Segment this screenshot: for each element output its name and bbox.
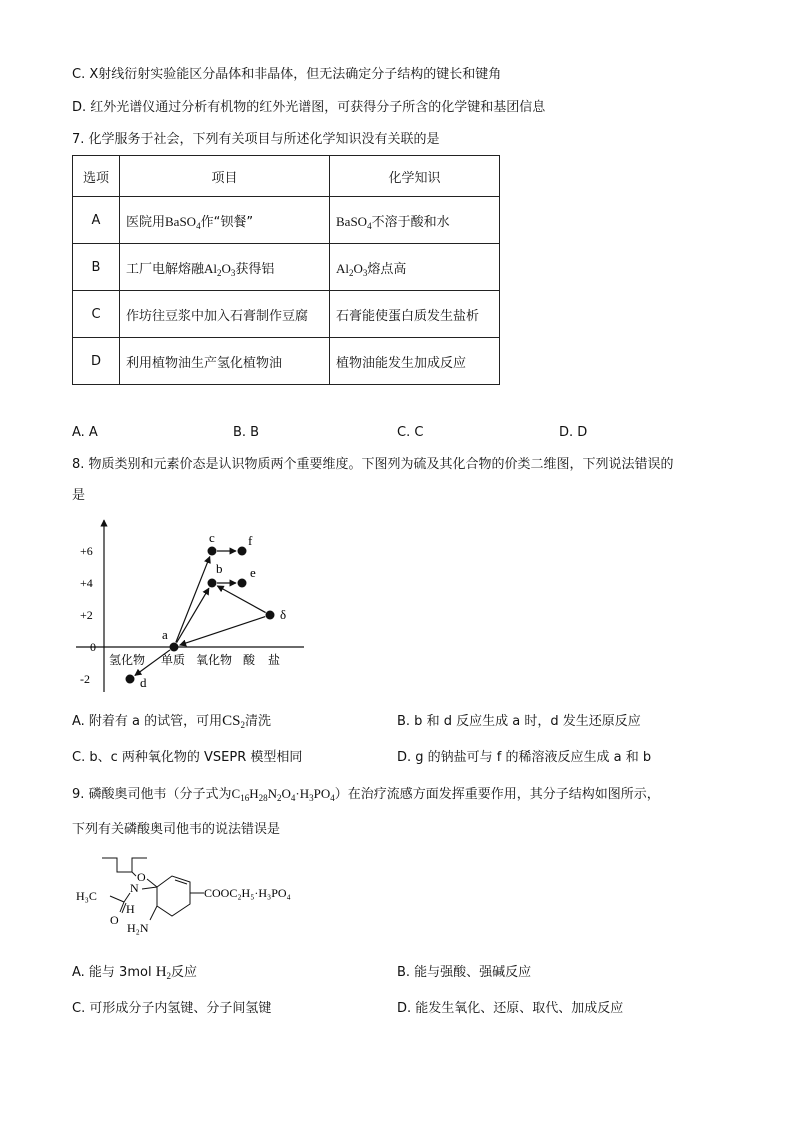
point-label: c [209,530,215,545]
x-category-label: 酸 [242,653,256,667]
x-category-label: 氢化物 [108,653,146,667]
x-category-label: 氧化物 [195,653,233,667]
x-category-label: 单质 [160,653,186,667]
q9-option-b[interactable]: B. 能与强酸、强碱反应 [397,965,532,980]
carbonyl-o: O [110,913,119,927]
row-option: D [73,338,120,385]
valence-class-chart [72,512,322,697]
header-option: 选项 [73,156,120,197]
point-label: a [162,627,168,642]
q9-option-a[interactable]: A. 能与 3mol $H_2$反应 [72,964,198,981]
table-row [73,197,500,244]
point-c [208,547,217,556]
x-category-label: 盐 [267,653,281,667]
row-knowledge: BaSO$_4$不溶于酸和水 [330,197,500,244]
table-row [73,291,500,338]
q8-stem-line2: 是 [72,488,86,503]
q8-option-a[interactable]: A. 附着有 a 的试管，可用$CS_2$清洗 [72,713,272,730]
table-row [73,338,500,385]
arrow-a-c [176,557,210,643]
row-item: 作坊往豆浆中加入石膏制作豆腐 [120,291,330,338]
point-a [170,643,179,652]
y-tick-label: -2 [80,672,90,686]
q8-option-c[interactable]: C. b、c 两种氧化物的 VSEPR 模型相同 [72,750,303,765]
q9-option-d[interactable]: D. 能发生氧化、还原、取代、加成反应 [397,1001,624,1016]
formula: $C_{16}H_{28}N_2O_4\cdot H_3PO_4$ [231,786,335,803]
arrow-g-b [217,586,265,613]
y-tick-label: +6 [80,544,93,558]
q8-stem-line1: 8. 物质类别和元素价态是认识物质两个重要维度。下图列为硫及其化合物的价类二维图，下列说法错误的 [72,457,674,472]
q7-stem: 7. 化学服务于社会，下列有关项目与所述化学知识没有关联的是 [72,132,440,147]
y-tick-label: 0 [90,640,96,654]
arrow-a-b [177,588,209,643]
option-d-prev: D. 红外光谱仪通过分析有机物的红外光谱图，可获得分子所含的化学键和基团信息 [72,100,546,115]
row-option: C [73,291,120,338]
y-tick-label: +2 [80,608,93,622]
row-knowledge: 植物油能发生加成反应 [330,338,500,385]
point-g [266,611,275,620]
point-b [208,579,217,588]
q9-option-c[interactable]: C. 可形成分子内氢键、分子间氢键 [72,1001,272,1016]
table-header-row [73,156,500,197]
header-knowledge: 化学知识 [330,156,500,197]
q7-table [72,155,500,385]
point-label: d [140,675,147,690]
methyl-label: H₃C [76,889,97,903]
q9-stem-line1: 9. 磷酸奥司他韦（分子式为$C_{16}H_{28}N_2O_4\cdot H_3PO_4$）在治疗流感方面发挥重要作用，其分子结构如图所示， [72,786,660,803]
amide-h: H [126,902,135,916]
point-label: e [250,565,256,580]
point-label: f [248,533,253,548]
q9-stem-line2: 下列有关磷酸奥司他韦的说法错误是 [72,822,281,837]
ester-label: COOC₂H₅·H₃PO₄ [204,886,291,900]
point-label: b [216,561,223,576]
point-e [238,579,247,588]
q7-option-d[interactable]: D. D [559,425,588,440]
row-knowledge: 石膏能使蛋白质发生盐析 [330,291,500,338]
q8-option-d[interactable]: D. g 的钠盐可与 f 的稀溶液反应生成 a 和 b [397,750,652,765]
y-tick-label: +4 [80,576,93,590]
row-item: 利用植物油生产氢化植物油 [120,338,330,385]
point-d [126,675,135,684]
q7-option-a[interactable]: A. A [72,425,98,440]
point-f [238,547,247,556]
row-option: B [73,244,120,291]
point-label: δ [280,607,287,622]
header-item: 项目 [120,156,330,197]
q7-option-c[interactable]: C. C [397,425,424,440]
q8-option-b[interactable]: B. b 和 d 反应生成 a 时，d 发生还原反应 [397,714,641,729]
ether-oxygen: O [137,870,146,884]
amine-label: H₂N [127,921,149,935]
row-option: A [73,197,120,244]
arrow-g-a [180,617,266,646]
row-item: 医院用BaSO$_4$作“钡餐” [120,197,330,244]
option-c-prev: C. X射线衍射实验能区分晶体和非晶体，但无法确定分子结构的键长和键角 [72,67,502,82]
q7-option-b[interactable]: B. B [233,425,260,440]
amide-n: N [130,881,139,895]
row-knowledge: $Al_2O_3$熔点高 [330,244,500,291]
row-item: 工厂电解熔融$Al_2O_3$获得铝 [120,244,330,291]
table-row [73,244,500,291]
molecule-structure [72,850,322,940]
